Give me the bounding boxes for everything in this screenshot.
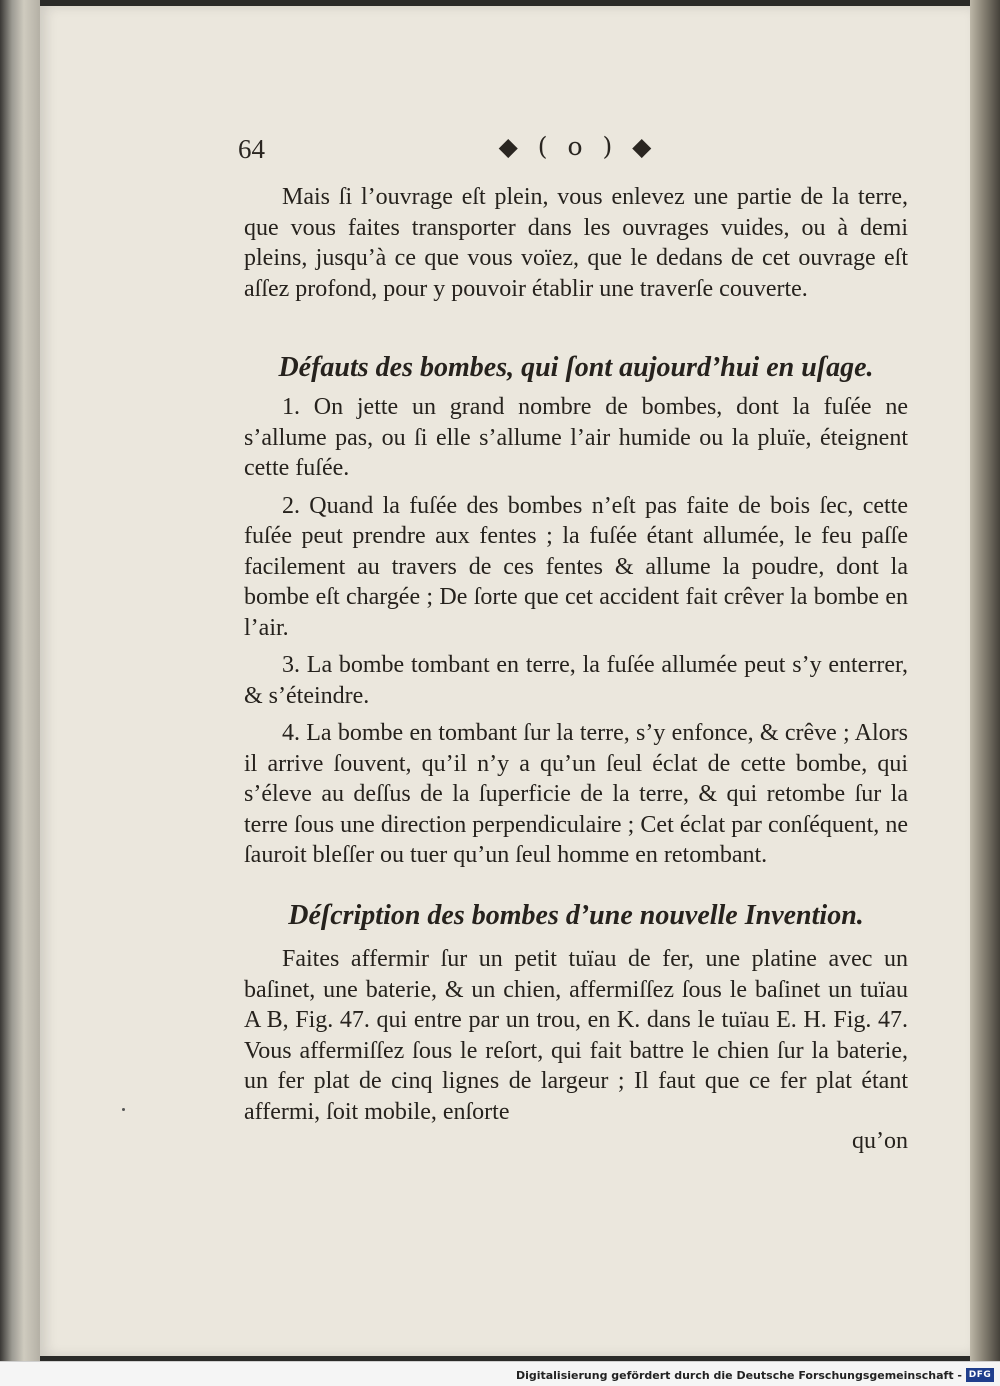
section-description-body — [244, 944, 908, 1127]
paragraph-description: Faites affermir ſur un petit tuïau de fer, une platine avec un baſinet, une baterie, & un chien, affermiſſez ſous le baſinet un tuïau A B, Fig. 47. qui entre par un trou, en K. dans le tuïau E. H. Fig. 47. Vous affermiſſez ſous le reſort, qui fait battre le chien ſur la baterie, un fer plat de cinq lignes de largeur ; Il faut que ce fer plat étant affermi, ſoit mobile, enſorte — [244, 946, 908, 1125]
section-title-defauts: Défauts des bombes, qui ſont aujourd’hui en uſage. — [278, 352, 874, 383]
dfg-logo: DFG — [966, 1368, 994, 1382]
opening-paragraph-block — [244, 182, 908, 304]
section-title-description: Déſcription des bombes d’une nouvelle Invention. — [288, 900, 864, 931]
book-edge-right — [970, 0, 1000, 1370]
paragraph-3: 3. La bombe tombant en terre, la fuſée allumée peut s’y enterrer, & s’éteindre. — [244, 652, 908, 709]
paragraph-2: 2. Quand la fuſée des bombes n’eſt pas faite de bois ſec, cette fuſée peut prendre aux fentes ; la fuſée étant allumée, le feu paſſe facilement au travers de ces fentes & allume la poudre, dont la bombe eſt chargée ; De ſorte que cet accident fait crêver la bombe en l’air. — [244, 492, 908, 641]
header-ornament: ◆ ( o ) ◆ — [498, 132, 658, 161]
section-defauts-body — [244, 392, 908, 871]
ink-speck — [122, 1108, 125, 1111]
page-number: 64 — [238, 134, 265, 164]
footer-credit: Digitalisierung gefördert durch die Deutsche Forschungsgemeinschaft - — [515, 1369, 962, 1382]
footer-bar — [0, 1361, 1000, 1386]
page-header — [238, 132, 908, 172]
paragraph-4: 4. La bombe en tombant ſur la terre, s’y enfonce, & crêve ; Alors il arrive ſouvent, qu’il n’y a qu’un ſeul éclat de cette bombe, qui s’éleve au deſſus de la ſuperficie de la terre, & qui retombe ſur la terre ſous une direction perpendiculaire ; Cet éclat par conſéquent, ne ſauroit bleſſer ou tuer qu’un ſeul homme en retombant. — [244, 720, 908, 868]
book-edge-left — [0, 0, 40, 1370]
opening-paragraph: Mais ſi l’ouvrage eſt plein, vous enlevez une partie de la terre, que vous faites transporter dans les ouvrages vuides, ou à demi pleins, jusqu’à ce que vous voïez, que le dedans de cet ouvrage eſt aſſez profond, pour y pouvoir établir une traverſe couverte. — [244, 184, 908, 302]
paragraph-1: 1. On jette un grand nombre de bombes, dont la fuſée ne s’allume pas, ou ſi elle s’allume l’air humide ou la pluïe, éteignent cette fuſée. — [244, 394, 908, 481]
catchword: qu’on — [852, 1128, 908, 1154]
